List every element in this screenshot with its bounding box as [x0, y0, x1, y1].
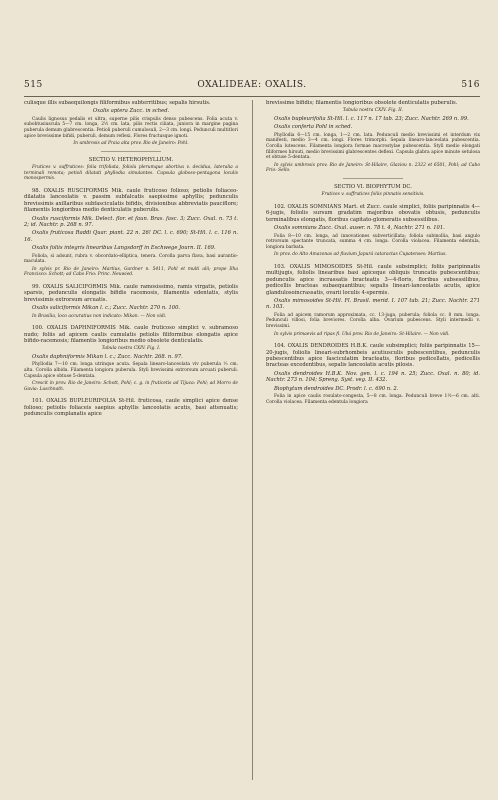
synonym: Oxalis somnians Zucc. Oxal. auser. n. 78 t. 4, Nachtr. 271 n. 101.	[274, 225, 445, 232]
header-rule	[24, 96, 480, 97]
species-entry: 98. OXALIS RUSCIFORMIS Mik. caule fruticoso folioso; petiolis foliaceo-dilatatis lanceolatis v. passim subfalcatis saepissime aphyllis; pedunculis brevissimis axillaribus subfasciculatis bifidis, divisionibus abbreviatis pauciflore; filamentis longioribus medio denticulatis puberulis.	[24, 187, 238, 214]
separator	[343, 178, 403, 179]
locality: In Brasilia, loco accuratius non indicato: Mikan. — Non vidi.	[32, 313, 167, 319]
locality: In umbrosis ad Praia alta prov. Rio de Janeiro: Pohl.	[73, 141, 189, 147]
plate-reference: Tabula nostra CXIV. Fig. I.	[101, 346, 161, 352]
synonym: Oxalis mimosoides St-Hil. Fl. Brasil. merid. I. 107 tab. 21; Zucc. Nachtr. 271 n. 103.	[266, 298, 480, 311]
section-heading: SECTIO VI. BIOPHYTUM DC.	[334, 183, 412, 190]
description: Folia ad apicem ramorum approximata, cc. 13-juga, puberula; foliola cc. 8 mm. longa. Pedunculi villosi, folia breviores. Corolla alba. Ovarium pubescens. Styli intermedii v. brevissimi.	[266, 312, 480, 329]
locality: In sylvis pr. Rio de Janeiro: Martius, Gardner n. 5411, Pohl et multi alii; prope Ilha Francisco: Schott; ad Cabo Frio: Princ. Neuwied.	[24, 266, 238, 278]
synonym: Oxalis aptera Zucc. in sched.	[92, 108, 170, 115]
species-entry: 100. OXALIS DAPHNIFORMIS Mik. caule fruticoso simplici v. subramoso nudo; foliis ad apicem caulis cumulatis petiolis filiformibus elongatis apice bifido-racemosis; filamentis longioribus medio obsolete denticulatis.	[24, 325, 238, 345]
locality: Crescit in prov. Rio de Janeiro: Schott, Pohl; c. g. in fruticetis ad Tijuca: Pohl; ad Morro de Gavia: Luschnath.	[24, 381, 238, 392]
synonym: Oxalis rusciformis Mik. Delect. flor. et faun. Bras. fasc. 3; Zucc. Oxal. n. 73 t. 2; id. Nachtr. p. 268 n. 97.	[24, 215, 238, 228]
synonym: Oxalis bupleurifolia St-Hil. l. c. 117 n. 17 tab. 23; Zucc. Nachtr. 269 n. 99.	[274, 116, 469, 122]
description: Caulis lignosus pedalis et ultra, superne pilis crispulis denso pubescens. Folia acuta v. subobtusiuscula 5—7 cm. longa, 2½ cm. lata, pilis rectis ciliata, juniora in margine pagina puberula demum glabrescentia. Petioli puberuli cumulosuli, 2—3 cm. longi. Pedunculi multitlori apice brevissime bifidi, puberuli, demum reflexi. Flores fructusque ignoti.	[24, 116, 238, 139]
running-header	[24, 80, 480, 94]
description: Foliola, si adsunt, rubra v. obcordato-elliptica, tenera. Corolla parva flava, basi aurantio-maculata.	[24, 253, 238, 265]
section-heading: SECTIO V. HETEROPHYLLIUM.	[88, 156, 174, 163]
synonym: Oxalis saliciformis Mikan l. c.; Zucc. Nachtr. 270 n. 100.	[32, 305, 181, 312]
plate-reference: Tabula nostra CXIV. Fig. II.	[342, 108, 404, 114]
page-number-left: 515	[24, 80, 43, 90]
description: Folia in apice caulis rosulato-congesta, 5—8 cm. longa. Pedunculi breve 1½—6 cm. alti. Corolla violacea. Filamenta edentula longiora	[266, 394, 480, 405]
description: Phyllodia 6—15 cm. longa, 1—2 cm. lata. Pedunculi medio brevissimi et interdum vix manifesti, medio 3—4 cm. longi. Flores trimorphi. Sepala linearo-lanceolata pubescentia. Corolla lutescens. Filamenta longiora formae macrostylae pubescentia. Styli medio elongati filiformes hirsuti, medio brevissimi glabrescentes deflexi. Capsula glabra apice minute setulosa et obtuse 5-dentata.	[266, 132, 480, 161]
description: Folia 8—10 cm. longa, ad innovationes subverticillata; foliola submollia, basi angulo retrorsum spectante truncata, summa 4 cm. longa. Corolla violacea. Filamenta edentula, longiora barbata.	[266, 233, 480, 250]
description: Phyllodia 7—10 cm. longa utrinque acuta. Sepala linearo-lanceolata viv puberula ⅓ cm. alta. Corolla albida. Filamenta longiora puberula. Styli brevissimi extrorsum arcuati puberuli. Capsula apice obtuse 5-dentata.	[24, 362, 238, 379]
section-diagnosis: Frutices v. suffrutices foliis pinnatis sensitivis.	[321, 192, 425, 198]
locality: In sylvis umbrosis prov. Rio de Janeiro: St-Hilaire, Glaziou n. 2322 et 6501, Pohl; ad Cabo Frio: Sello.	[266, 162, 480, 174]
left-column	[24, 100, 238, 420]
separator	[101, 151, 161, 152]
column-divider	[252, 100, 253, 780]
section-diagnosis: Frutices v. suffrutices: folia trifoliata, foliola plerumque abortiva v. decidua, lateralia a terminali remota; petioli dilatati phyllodia simulantes. Capsula globoso-pentagona loculis monospermis.	[24, 165, 238, 182]
species-entry: 101. OXALIS BUPLEURIFOLIA St-Hil. fruticosa, caule simplici apice dense folioso; petiolis foliaceis saepius aphyllis lanceolatis acutis, basi attenuatis; pedunculis complanatis apice	[24, 398, 238, 418]
right-column	[266, 100, 480, 407]
synonym: Oxalis fruticosa Raddi Quar. piant. 22 n. 26! DC. l. c. 690; St-Hil. l. c. 116 n. 16.	[24, 230, 238, 243]
species-entry: 99. OXALIS SALICIFORMIS Mik. caule ramosissimo, ramis virgatis, petiolis sparsis, pedunculis elongatis bifidis racemosis, filamentis edentatis, stylis brevissimis extrorsum arcuatis.	[24, 284, 238, 303]
running-title: OXALIDEAE: OXALIS.	[197, 80, 307, 90]
page-number-right: 516	[461, 80, 480, 90]
paragraph: culisque illis subaequilongis filiformibus subterritibus; sepalis hirsutis.	[24, 100, 211, 106]
synonym: Oxalis daphniformis Mikan l. c.; Zucc. Nachtr. 268. n. 97.	[32, 354, 183, 361]
synonym: Oxalis foliis integris linearibus Langsdorff in Eschwege Journ. II. 169.	[32, 245, 216, 252]
synonym: Biophytum dendroides DC. Prodr. l. c. 690 n. 2.	[274, 385, 399, 392]
species-entry: 103. OXALIS MIMOSOIDES St-Hil. caule subsimplici; foliis paripinnatis multijugis, foliolis linearibus basi apiceque obliquis truncatis pubescentibus; pedunculis apice incrassatis bracteatis 3—4-floris, floribus subsessilibus, pedicellis bracteas subaequantibus; sepalis lineari-lanceolatis acutis, apice glandulosoincrassatis, ovarii loculis 4-spermis.	[266, 263, 480, 296]
synonym: Oxalis conferta Pohl in sched.	[274, 124, 353, 131]
paragraph: brevissime bifidis; filamentis longioribus obsolete denticulatis puberulis.	[266, 100, 458, 106]
synonym: Oxalis dendroides H.B.K. Nov. gen. l. c. 194 n. 25; Zucc. Oxal. n. 80; id. Nachtr. 273 n. 104; Spreng. Syst. veg. II. 432.	[266, 370, 480, 384]
species-entry: 102. OXALIS SOMNIANS Mart. et Zucc. caule simplici, foliis paripinnatis 4—6-jugis, foliolis sursum gradatim majoribus obovatis obtusis, pedunculis terminalibus elongatis, floribus capitato-glomeratis subsessilibus.	[266, 203, 480, 223]
species-entry: 104. OXALIS DENDROIDES H.B.K. caule subsimplici; foliis paripinnatis 15—20-jugis, foliolis lineari-subrhombeis acutiusculis pubescentibus, pedunculis pubescentibus apice fasciculatim bracteatis, floribus pedicellatis, pedicellis bracteas excedentibus, sepalis lanceolatis acutis pilosis.	[266, 343, 480, 369]
locality: In sylvis primaevis ad ripas fl. Ubá prov. Rio de Janeiro: St-Hilaire. — Non vidi.	[274, 331, 450, 337]
locality: In prov. do Alto Amazonas ad fluvium Japurá cataractas Cupatenses: Martius.	[274, 252, 447, 258]
